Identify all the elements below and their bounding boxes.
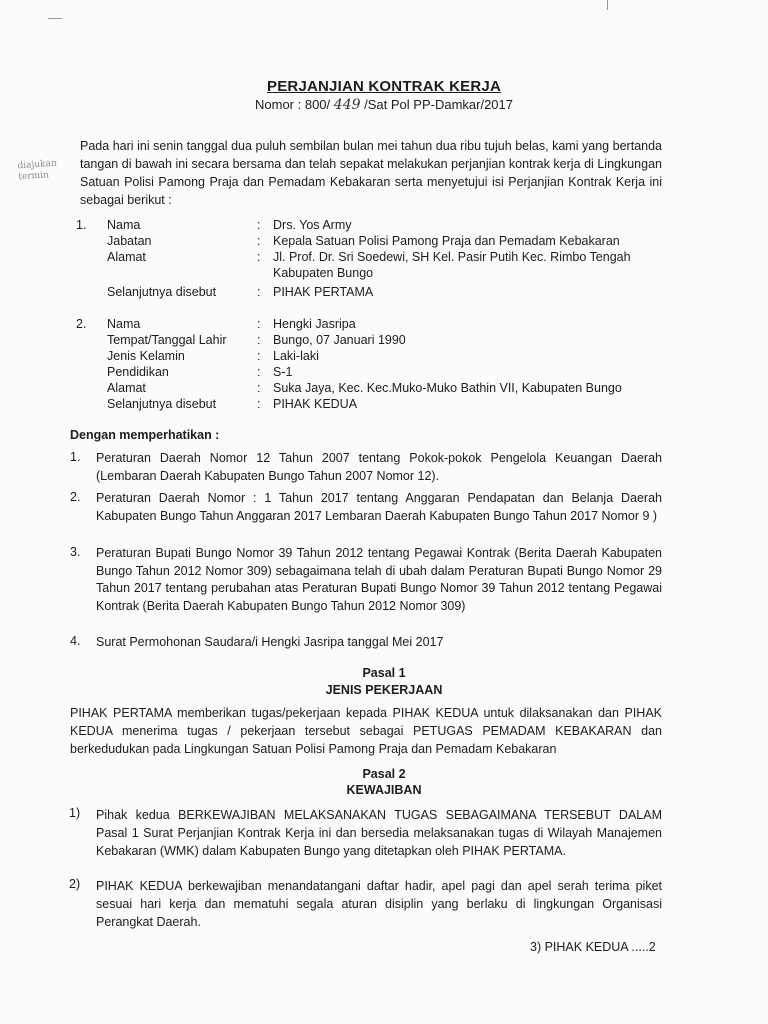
obligation-item-text: Pihak kedua BERKEWAJIBAN MELAKSANAKAN TUGAS SEBAGAIMANA TERSEBUT DALAM Pasal 1 Surat Perjanjian Kontrak Kerja ini dan bersedia melaksanakan tugas di Wilayah Manajemen Kebakaran (WMK) dalam Kabupaten Bungo yang ditetapkan oleh PIHAK PERTAMA. xyxy=(96,808,662,858)
field-value: PIHAK PERTAMA xyxy=(273,285,374,299)
scan-mark xyxy=(607,0,608,10)
pasal2-label: Pasal 2 xyxy=(362,767,406,781)
field-colon: : xyxy=(257,333,261,347)
considering-item-text: Peraturan Bupati Bungo Nomor 39 Tahun 2012 tentang Pegawai Kontrak (Berita Daerah Kabupaten Bungo Tahun 2012 Nomor 309) sebagaimana telah di ubah dalam Peraturan Bupati Bungo Nomor 29 Tahun 2017 tentang perubahan atas Peraturan Bupati Bungo Nomor 39 Tahun 2012 tentang Pegawai Kontrak (Berita Daerah Kabupaten Bungo Tahun 2012 Nomor 309) xyxy=(96,546,662,613)
margin-handwriting: diajukan termin xyxy=(17,158,58,183)
nomor-suffix: /Sat Pol PP-Damkar/2017 xyxy=(364,97,513,112)
field-label: Jenis Kelamin xyxy=(107,349,185,363)
field-value: Drs. Yos Army xyxy=(273,218,352,232)
pasal2-title: KEWAJIBAN xyxy=(346,783,422,797)
document-number xyxy=(0,97,768,113)
considering-item-number: 3. xyxy=(70,545,81,559)
field-colon: : xyxy=(257,234,261,248)
pasal1-label: Pasal 1 xyxy=(362,666,406,680)
field-value: Kepala Satuan Polisi Pamong Praja dan Pemadam Kebakaran xyxy=(273,234,620,248)
obligation-item-number: 2) xyxy=(69,877,81,891)
intro-paragraph: Pada hari ini senin tanggal dua puluh sembilan bulan mei tahun dua ribu tujuh belas, kami yang bertanda tangan di bawah ini secara bersama dan telah sepakat melakukan perjanjian kontrak kerja di Lingkungan Satuan Polisi Pamong Praja dan Pemadam Kebakaran serta menyetujui isi Perjanjian Kontrak Kerja ini sebagai berikut : xyxy=(80,139,662,207)
considering-heading: Dengan memperhatikan : xyxy=(70,428,220,442)
scan-mark xyxy=(48,18,62,19)
pasal1-title: JENIS PEKERJAAN xyxy=(325,683,443,697)
document-title: PERJANJIAN KONTRAK KERJA xyxy=(267,78,501,95)
considering-item-number: 1. xyxy=(70,450,81,464)
considering-item-number: 4. xyxy=(70,634,81,648)
field-colon: : xyxy=(257,250,261,264)
nomor-handwritten: 449 xyxy=(333,97,361,113)
field-colon: : xyxy=(257,317,261,331)
field-value: Laki-laki xyxy=(273,349,319,363)
field-value: Jl. Prof. Dr. Sri Soedewi, SH Kel. Pasir Putih Kec. Rimbo Tengah xyxy=(273,250,631,264)
field-colon: : xyxy=(257,285,261,299)
considering-item-text: Peraturan Daerah Nomor 12 Tahun 2007 tentang Pokok-pokok Pengelola Keuangan Daerah (Lembaran Daerah Kabupaten Bungo Tahun 2007 Nomor 12). xyxy=(96,451,662,483)
field-label: Nama xyxy=(107,317,141,331)
field-label: Selanjutnya disebut xyxy=(107,397,217,411)
field-label: Pendidikan xyxy=(107,365,169,379)
considering-item-text: Surat Permohonan Saudara/i Hengki Jasripa tanggal Mei 2017 xyxy=(96,635,444,649)
field-colon: : xyxy=(257,381,261,395)
field-label: Tempat/Tanggal Lahir xyxy=(107,333,227,347)
considering-item-number: 2. xyxy=(70,490,81,504)
pasal1-text: PIHAK PERTAMA memberikan tugas/pekerjaan kepada PIHAK KEDUA untuk dilaksanakan dan PIHAK KEDUA menerima tugas / pekerjaan tersebut sebagai PETUGAS PEMADAM KEBAKARAN dan berkedudukan pada Lingkungan Satuan Polisi Pamong Praja dan Pemadam Kebakaran xyxy=(70,706,662,756)
field-label: Alamat xyxy=(107,381,146,395)
field-value: S-1 xyxy=(273,365,293,379)
field-colon: : xyxy=(257,349,261,363)
field-colon: : xyxy=(257,365,261,379)
field-value: Suka Jaya, Kec. Kec.Muko-Muko Bathin VII, Kabupaten Bungo xyxy=(273,381,622,395)
field-value: PIHAK KEDUA xyxy=(273,397,358,411)
field-label: Jabatan xyxy=(107,234,152,248)
field-label: Selanjutnya disebut xyxy=(107,285,217,299)
obligation-item-number: 1) xyxy=(69,806,81,820)
obligation-item-text: PIHAK KEDUA berkewajiban menandatangani daftar hadir, apel pagi dan apel serah terima piket sesuai hari kerja dan mematuhi segala aturan disiplin yang berlaku di lingkungan Organisasi Perangkat Daerah. xyxy=(96,879,662,929)
field-colon: : xyxy=(257,218,261,232)
field-label: Nama xyxy=(107,218,141,232)
field-label: Alamat xyxy=(107,250,146,264)
party-number: 1. xyxy=(76,218,87,232)
page-continuation: 3) PIHAK KEDUA .....2 xyxy=(530,940,656,954)
field-value: Bungo, 07 Januari 1990 xyxy=(273,333,406,347)
considering-item-text: Peraturan Daerah Nomor : 1 Tahun 2017 tentang Anggaran Pendapatan dan Belanja Daerah Kabupaten Bungo Tahun Anggaran 2017 Lembaran Daerah Kabupaten Bungo Tahun 2017 Nomor 9 ) xyxy=(96,491,662,523)
field-value: Hengki Jasripa xyxy=(273,317,356,331)
field-colon: : xyxy=(257,397,261,411)
party-number: 2. xyxy=(76,317,87,331)
nomor-prefix: Nomor : 800/ xyxy=(255,97,331,112)
field-value: Kabupaten Bungo xyxy=(273,266,374,280)
